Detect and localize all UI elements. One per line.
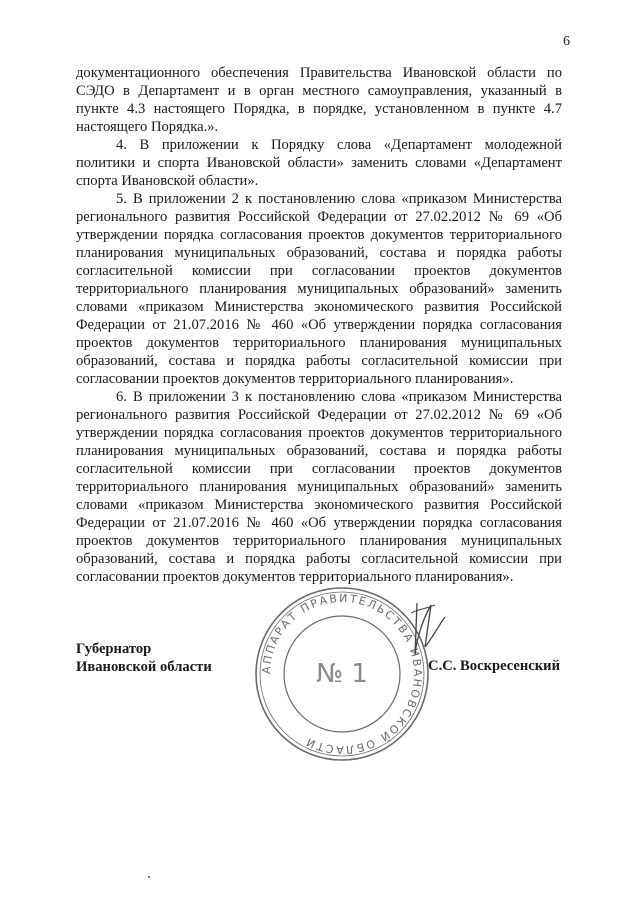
paragraph-item-4: 4. В приложении к Порядку слова «Департамент молодежной политики и спорта Ивановской области» заменить словами «Департамент спорта Ивановской области». (76, 137, 562, 189)
document-body (76, 64, 562, 586)
handwritten-signature (395, 595, 455, 665)
paragraph-item-5: 5. В приложении 2 к постановлению слова «приказом Министерства регионального развития Российской Федерации от 27.02.2012 № 69 «Об утверждении порядка согласования проектов документов территориального планирования муниципальных образований, состава и порядка работы согласительной комиссии при согласовании проектов документов территориального планирования муниципальных образований» заменить словами «приказом Министерства экономического развития Российской Федерации от 21.07.2016 № 460 «Об утверждении порядка согласования проектов документов территориального планирования муниципальных образований, состава и порядка работы согласительной комиссии при согласовании проектов документов территориального планирования». (76, 191, 562, 387)
page-number: 6 (563, 34, 570, 49)
signatory-name: С.С. Воскресенский (428, 658, 560, 674)
scan-speck (148, 876, 150, 878)
paragraph-continuation: документационного обеспечения Правительства Ивановской области по СЭДО в Департамент и в орган местного самоуправления, указанный в пункте 4.3 настоящего Порядка, в порядке, установленном в пункте 4.7 настоящего Порядка.». (76, 65, 562, 135)
seal-ring-text: АППАРАТ ПРАВИТЕЛЬСТВА ИВАНОВСКОЙ ОБЛАСТИ (259, 591, 425, 757)
signatory-title-line1: Губернатор (76, 641, 152, 657)
signatory-title (76, 640, 212, 676)
paragraph-item-6: 6. В приложении 3 к постановлению слова «приказом Министерства регионального развития Российской Федерации от 27.02.2012 № 69 «Об утверждении порядка согласования проектов документов территориального планирования муниципальных образований, состава и порядка работы согласительной комиссии при согласовании проектов документов территориального планирования муниципальных образований» заменить словами «приказом Министерства экономического развития Российской Федерации от 21.07.2016 № 460 «Об утверждении порядка согласования проектов документов территориального планирования муниципальных образований, состава и порядка работы согласительной комиссии при согласовании проектов документов территориального планирования». (76, 389, 562, 585)
seal-center-text: № 1 (316, 659, 368, 689)
signatory-title-line2: Ивановской области (76, 659, 212, 675)
